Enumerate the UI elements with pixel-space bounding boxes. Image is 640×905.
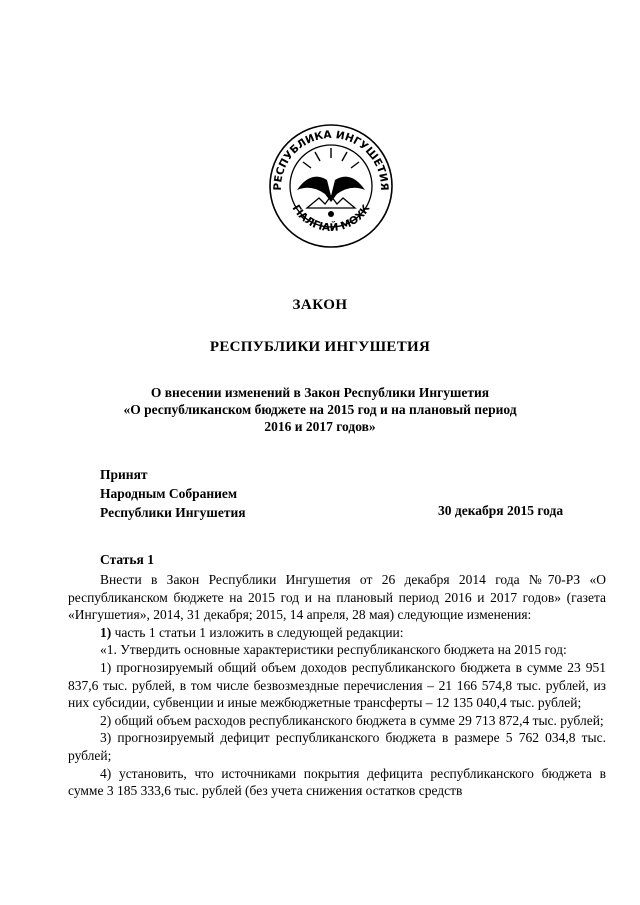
document-type-heading: ЗАКОН (292, 297, 348, 313)
law-title-line: 2016 и 2017 годов» (264, 419, 376, 434)
article-body (68, 571, 606, 800)
body-paragraph: 4) установить, что источниками покрытия дефицита республиканского бюджета в сумме 3 185 333,6 тыс. рублей (без учета снижения остатков средств (68, 765, 606, 799)
body-paragraph: 2) общий объем расходов республиканского бюджета в сумме 29 713 872,4 тыс. рублей; (100, 712, 604, 728)
article-heading: Статья 1 (100, 552, 154, 567)
seal-bottom-text: ГIАЛГIАЙ МОХК (289, 202, 373, 235)
eagle-graphic (297, 177, 365, 202)
emblem-graphic (267, 122, 395, 250)
adoption-block (100, 465, 246, 522)
seal-top-text: РЕСПУБЛИКА ИНГУШЕТИЯ (271, 128, 391, 191)
body-paragraph: 1) прогнозируемый общий объем доходов республиканского бюджета в сумме 23 951 837,6 тыс. рублей, в том числе безвозмездные перечисления – 21 166 574,8 тыс. рублей, из них субсидии, субвенции и иные межбюджетные трансферты – 12 135 040,4 тыс. рублей; (68, 659, 606, 711)
adoption-line: Народным Собранием (100, 486, 238, 501)
republic-emblem-seal (267, 122, 395, 250)
article-intro-paragraph: Внести в Закон Республики Ингушетия от 26 декабря 2014 года №70-РЗ «О республиканском бюджете на 2015 год и на плановый период 2016 и 2017 годов» (газета «Ингушетия», 2014, 31 декабря; 2015, 14 апреля, 28 мая) следующие изменения: (68, 572, 606, 623)
republic-heading: РЕСПУБЛИКИ ИНГУШЕТИЯ (209, 339, 431, 355)
adoption-line: Республики Ингушетия (100, 505, 246, 520)
adoption-line: Принят (100, 467, 148, 482)
body-paragraph: «1. Утвердить основные характеристики республиканского бюджета на 2015 год: (100, 642, 567, 658)
item-1-paragraph (68, 624, 606, 642)
law-title-line: «О республиканском бюджете на 2015 год и на плановый период (123, 402, 517, 417)
law-title (0, 384, 640, 435)
item-1-label: 1) (100, 624, 112, 640)
sun-rays-graphic (303, 148, 359, 168)
law-title-line: О внесении изменений в Закон Республики Ингушетия (150, 385, 490, 400)
item-1-text: часть 1 статьи 1 изложить в следующей редакции: (111, 624, 404, 640)
seal-bottom-dot (328, 211, 334, 217)
adoption-date: 30 декабря 2015 года (438, 503, 564, 518)
body-paragraph: 3) прогнозируемый дефицит республиканского бюджета в размере 5 762 034,8 тыс. рублей; (68, 730, 606, 763)
